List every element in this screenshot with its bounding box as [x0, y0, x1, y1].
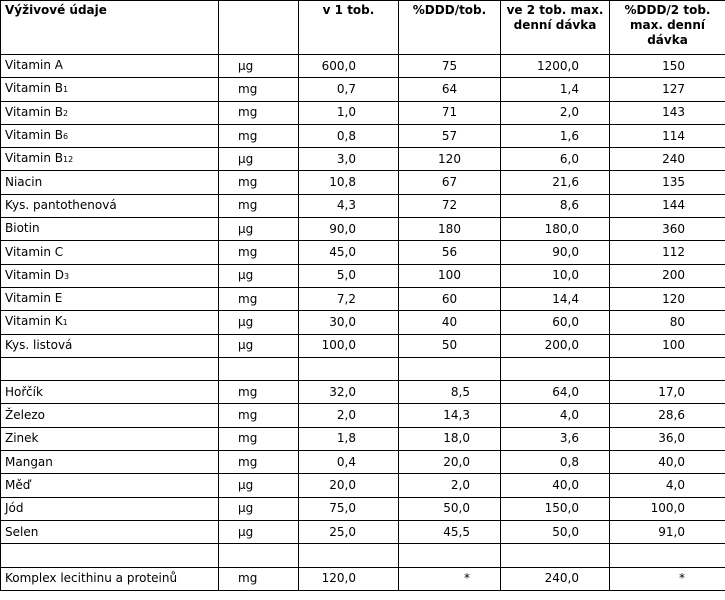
row-ddd2: 4,0: [610, 474, 725, 497]
empty-cell: [1, 357, 219, 380]
row-v1: 0,4: [299, 451, 399, 474]
table-row: [1, 404, 725, 427]
empty-cell: [399, 544, 501, 567]
row-ddd: 60: [399, 287, 501, 310]
row-v2: 8,6: [501, 194, 610, 217]
row-v2: 6,0: [501, 148, 610, 171]
empty-cell: [399, 357, 501, 380]
row-v1: 4,3: [299, 194, 399, 217]
row-v1: 5,0: [299, 264, 399, 287]
row-v2: 2,0: [501, 101, 610, 124]
empty-cell: [299, 544, 399, 567]
table-row: [1, 497, 725, 520]
row-unit: mg: [219, 78, 299, 101]
row-ddd2: 28,6: [610, 404, 725, 427]
row-name: Vitamin C: [1, 241, 219, 264]
row-name: Vitamin B12: [1, 148, 219, 171]
row-unit: mg: [219, 194, 299, 217]
table-row: [1, 381, 725, 404]
table-row: [1, 474, 725, 497]
row-v2: 150,0: [501, 497, 610, 520]
empty-cell: [299, 357, 399, 380]
row-ddd: 57: [399, 124, 501, 147]
table-row: [1, 101, 725, 124]
row-v1: 90,0: [299, 218, 399, 241]
row-v2: 90,0: [501, 241, 610, 264]
row-v1: 1,0: [299, 101, 399, 124]
header-row: [1, 1, 725, 55]
row-unit: mg: [219, 381, 299, 404]
row-name: Hořčík: [1, 381, 219, 404]
row-name: Selen: [1, 520, 219, 543]
row-name: Vitamin B2: [1, 101, 219, 124]
row-name: Komplex lecithinu a proteinů: [1, 567, 219, 590]
row-name: Jód: [1, 497, 219, 520]
row-ddd2: 150: [610, 55, 725, 78]
row-unit: µg: [219, 264, 299, 287]
table-row: [1, 264, 725, 287]
row-ddd: 100: [399, 264, 501, 287]
header-ddd-two-tab: %DDD/2 tob. max. denní dávka: [610, 1, 725, 55]
row-ddd: 71: [399, 101, 501, 124]
table-row: [1, 334, 725, 357]
row-v1: 32,0: [299, 381, 399, 404]
row-name: Vitamin B1: [1, 78, 219, 101]
row-v2: 4,0: [501, 404, 610, 427]
header-name: Výživové údaje: [1, 1, 219, 55]
table-row: [1, 194, 725, 217]
row-name: Vitamin A: [1, 55, 219, 78]
row-unit: mg: [219, 101, 299, 124]
empty-cell: [219, 357, 299, 380]
row-unit: µg: [219, 520, 299, 543]
row-name: Vitamin D3: [1, 264, 219, 287]
row-v1: 0,7: [299, 78, 399, 101]
row-unit: µg: [219, 55, 299, 78]
row-v2: 1,6: [501, 124, 610, 147]
row-ddd2: 17,0: [610, 381, 725, 404]
row-ddd: *: [399, 567, 501, 590]
row-ddd: 40: [399, 311, 501, 334]
table-row: [1, 241, 725, 264]
table-row: [1, 124, 725, 147]
row-v1: 75,0: [299, 497, 399, 520]
row-v1: 45,0: [299, 241, 399, 264]
row-ddd: 50,0: [399, 497, 501, 520]
row-ddd: 72: [399, 194, 501, 217]
row-unit: mg: [219, 404, 299, 427]
table-row: [1, 55, 725, 78]
row-v2: 50,0: [501, 520, 610, 543]
row-ddd2: 114: [610, 124, 725, 147]
table-row: [1, 171, 725, 194]
row-v1: 100,0: [299, 334, 399, 357]
row-ddd2: 120: [610, 287, 725, 310]
row-unit: µg: [219, 148, 299, 171]
row-ddd: 67: [399, 171, 501, 194]
row-ddd: 50: [399, 334, 501, 357]
row-v2: 60,0: [501, 311, 610, 334]
row-name: Mangan: [1, 451, 219, 474]
row-name: Kys. pantothenová: [1, 194, 219, 217]
row-ddd: 64: [399, 78, 501, 101]
empty-cell: [610, 357, 725, 380]
row-v1: 3,0: [299, 148, 399, 171]
row-ddd2: 240: [610, 148, 725, 171]
row-ddd: 56: [399, 241, 501, 264]
row-name: Niacin: [1, 171, 219, 194]
row-name: Vitamin E: [1, 287, 219, 310]
row-ddd2: 36,0: [610, 427, 725, 450]
row-ddd2: 200: [610, 264, 725, 287]
row-ddd: 45,5: [399, 520, 501, 543]
table-row: [1, 567, 725, 590]
row-v2: 3,6: [501, 427, 610, 450]
row-ddd2: 91,0: [610, 520, 725, 543]
row-unit: mg: [219, 287, 299, 310]
table-row: [1, 218, 725, 241]
row-v1: 10,8: [299, 171, 399, 194]
row-v1: 7,2: [299, 287, 399, 310]
row-ddd: 120: [399, 148, 501, 171]
row-v1: 2,0: [299, 404, 399, 427]
row-ddd: 8,5: [399, 381, 501, 404]
row-v1: 600,0: [299, 55, 399, 78]
empty-cell: [1, 544, 219, 567]
row-v2: 10,0: [501, 264, 610, 287]
row-ddd: 180: [399, 218, 501, 241]
row-unit: mg: [219, 171, 299, 194]
row-v2: 40,0: [501, 474, 610, 497]
row-v2: 200,0: [501, 334, 610, 357]
row-name: Vitamin K1: [1, 311, 219, 334]
row-unit: mg: [219, 451, 299, 474]
spacer-row: [1, 544, 725, 567]
row-unit: µg: [219, 218, 299, 241]
row-ddd2: 143: [610, 101, 725, 124]
row-name: Zinek: [1, 427, 219, 450]
row-unit: mg: [219, 241, 299, 264]
row-unit: mg: [219, 567, 299, 590]
row-unit: µg: [219, 474, 299, 497]
row-ddd: 20,0: [399, 451, 501, 474]
table-row: [1, 148, 725, 171]
table-row: [1, 287, 725, 310]
table-row: [1, 520, 725, 543]
table-row: [1, 427, 725, 450]
row-v2: 1,4: [501, 78, 610, 101]
row-ddd2: 40,0: [610, 451, 725, 474]
row-v2: 0,8: [501, 451, 610, 474]
header-per-tab: v 1 tob.: [299, 1, 399, 55]
row-v2: 1200,0: [501, 55, 610, 78]
row-ddd2: 144: [610, 194, 725, 217]
row-ddd2: 127: [610, 78, 725, 101]
row-name: Měď: [1, 474, 219, 497]
row-v2: 14,4: [501, 287, 610, 310]
empty-cell: [501, 357, 610, 380]
row-ddd2: 80: [610, 311, 725, 334]
row-unit: mg: [219, 124, 299, 147]
row-ddd2: 360: [610, 218, 725, 241]
row-ddd: 2,0: [399, 474, 501, 497]
row-name: Vitamin B6: [1, 124, 219, 147]
row-v2: 21,6: [501, 171, 610, 194]
row-ddd: 75: [399, 55, 501, 78]
row-unit: mg: [219, 427, 299, 450]
header-two-tab: ve 2 tob. max. denní dávka: [501, 1, 610, 55]
row-name: Kys. listová: [1, 334, 219, 357]
empty-cell: [610, 544, 725, 567]
row-ddd: 18,0: [399, 427, 501, 450]
row-name: Biotin: [1, 218, 219, 241]
row-v2: 180,0: [501, 218, 610, 241]
empty-cell: [501, 544, 610, 567]
row-unit: µg: [219, 334, 299, 357]
row-v1: 120,0: [299, 567, 399, 590]
header-unit: [219, 1, 299, 55]
row-name: Železo: [1, 404, 219, 427]
table-row: [1, 311, 725, 334]
row-unit: µg: [219, 497, 299, 520]
row-ddd2: 135: [610, 171, 725, 194]
header-ddd-tab: %DDD/tob.: [399, 1, 501, 55]
row-v1: 0,8: [299, 124, 399, 147]
row-unit: µg: [219, 311, 299, 334]
spacer-row: [1, 357, 725, 380]
row-ddd2: *: [610, 567, 725, 590]
row-ddd2: 112: [610, 241, 725, 264]
row-v2: 240,0: [501, 567, 610, 590]
row-v1: 30,0: [299, 311, 399, 334]
table-row: [1, 78, 725, 101]
row-v2: 64,0: [501, 381, 610, 404]
row-v1: 25,0: [299, 520, 399, 543]
row-v1: 1,8: [299, 427, 399, 450]
row-v1: 20,0: [299, 474, 399, 497]
empty-cell: [219, 544, 299, 567]
row-ddd: 14,3: [399, 404, 501, 427]
table-row: [1, 451, 725, 474]
row-ddd2: 100: [610, 334, 725, 357]
row-ddd2: 100,0: [610, 497, 725, 520]
